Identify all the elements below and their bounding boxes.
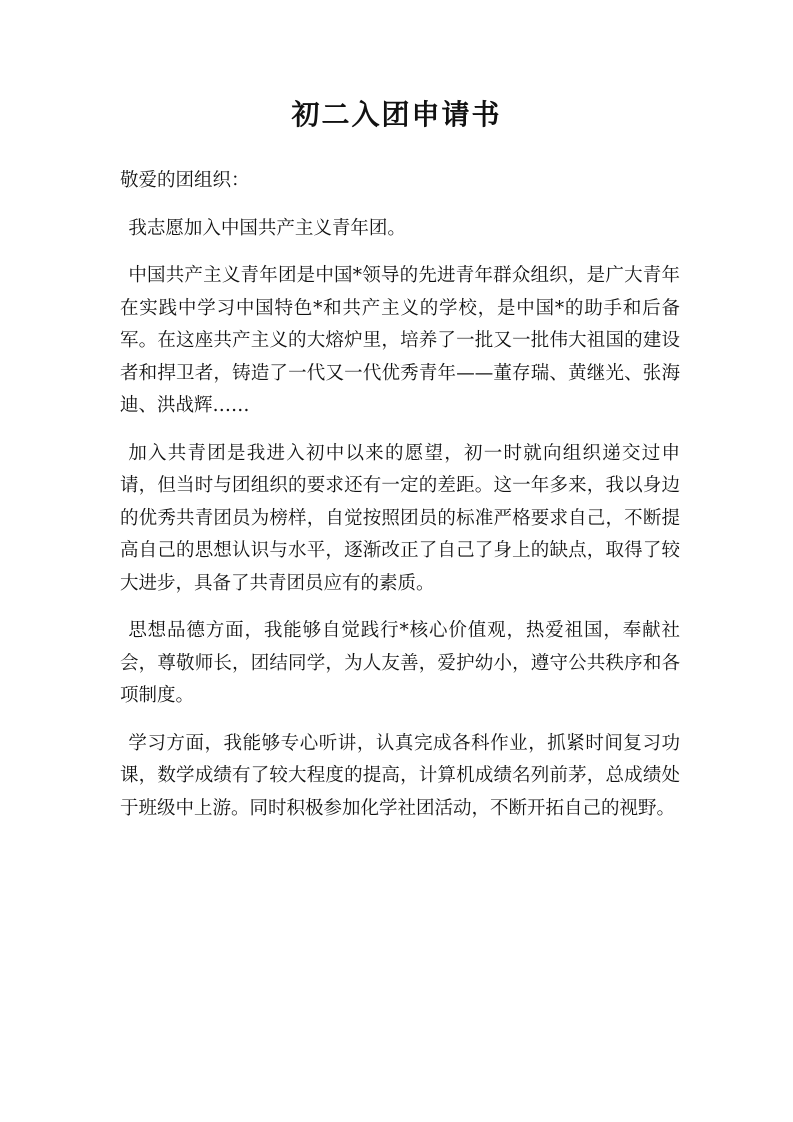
- document-title: 初二入团申请书: [291, 98, 502, 131]
- salutation: 敬爱的团组织：: [120, 170, 250, 191]
- paragraph: 加入共青团是我进入初中以来的愿望，初一时就向组织递交过申请，但当时与团组织的要求还有一定的差距。这一年多来，我以身边的优秀共青团员为榜样，自觉按照团员的标准严格要求自己，不断提高自己的思想认识与水平，逐渐改正了自己了身上的缺点，取得了较大进步，具备了共青团员应有的素质。: [120, 442, 680, 594]
- paragraph: 中国共产主义青年团是中国*领导的先进青年群众组织，是广大青年在实践中学习中国特色*和共产主义的学校，是中国*的助手和后备军。在这座共产主义的大熔炉里，培养了一批又一批伟大祖国的建设者和捍卫者，铸造了一代又一代优秀青年——董存瑞、黄继光、张海迪、洪战辉……: [120, 265, 680, 416]
- document-body: [120, 165, 680, 840]
- paragraph: 我志愿加入中国共产主义青年团。: [128, 217, 406, 239]
- paragraph: 学习方面，我能够专心听讲，认真完成各科作业，抓紧时间复习功课，数学成绩有了较大程度的提高，计算机成绩名列前茅，总成绩处于班级中上游。同时积极参加化学社团活动，不断开拓自己的视野。: [120, 732, 680, 819]
- paragraph: 思想品德方面，我能够自觉践行*核心价值观，热爱祖国，奉献社会，尊敬师长，团结同学，为人友善，爱护幼小，遵守公共秩序和各项制度。: [120, 620, 680, 706]
